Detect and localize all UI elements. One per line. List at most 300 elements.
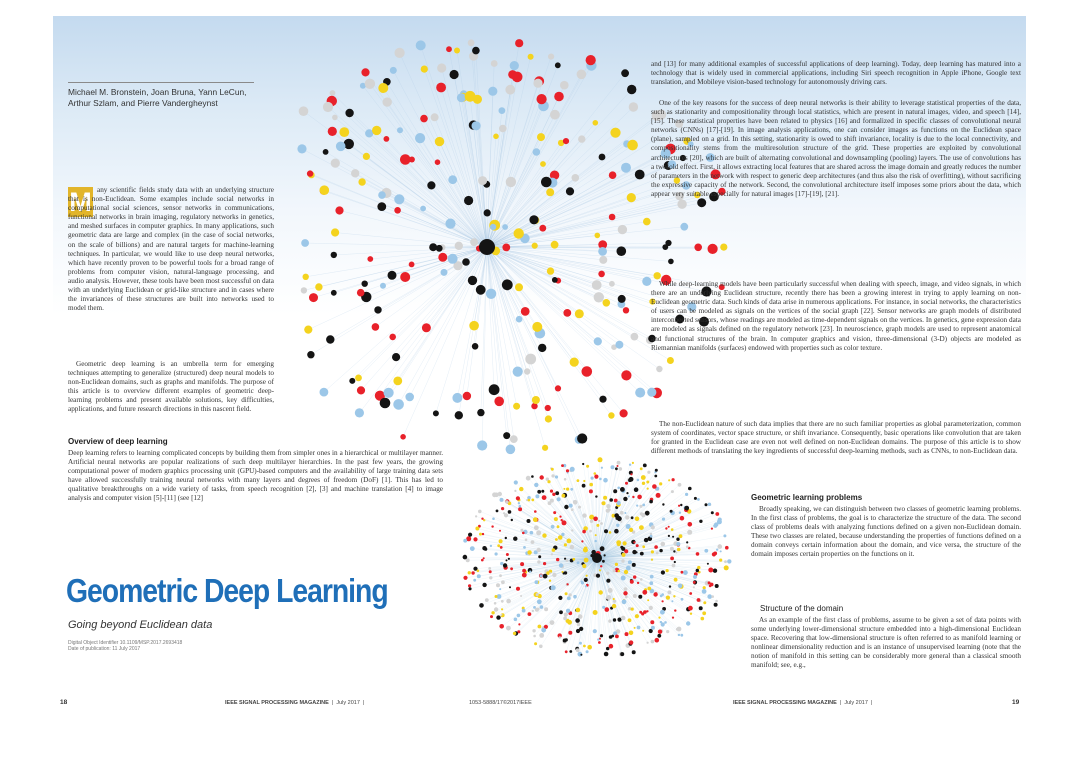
network-node: [584, 558, 589, 563]
network-node: [720, 244, 727, 251]
network-node: [583, 548, 588, 553]
network-node: [650, 575, 654, 579]
network-node: [627, 140, 638, 151]
network-node: [594, 337, 602, 345]
network-node: [619, 467, 623, 471]
network-node: [609, 214, 616, 221]
network-node: [468, 571, 471, 574]
network-node: [651, 626, 655, 630]
network-node: [620, 652, 624, 656]
network-node: [641, 475, 646, 480]
network-node: [554, 517, 558, 521]
page-number-left: 18: [60, 699, 68, 706]
network-node: [628, 560, 632, 564]
network-node: [661, 570, 665, 574]
network-node: [676, 538, 679, 541]
network-node: [582, 530, 586, 534]
network-node: [564, 613, 568, 617]
network-node: [499, 588, 501, 590]
network-node: [517, 614, 521, 618]
network-node: [611, 635, 614, 638]
network-node: [493, 134, 499, 140]
network-node: [693, 586, 695, 588]
network-node: [637, 582, 639, 584]
network-node: [680, 504, 682, 506]
network-node: [537, 133, 545, 141]
network-edge: [487, 217, 612, 247]
network-node: [623, 307, 629, 313]
network-node: [569, 650, 572, 653]
network-node: [616, 540, 621, 545]
network-node: [551, 585, 556, 590]
network-node: [528, 499, 531, 502]
network-node: [494, 602, 497, 605]
network-edge: [405, 160, 487, 247]
network-node: [595, 495, 597, 497]
network-node: [715, 512, 719, 516]
network-node: [390, 67, 397, 74]
network-node: [702, 589, 707, 594]
network-node: [469, 321, 479, 331]
network-node: [518, 623, 520, 625]
network-node: [499, 539, 503, 543]
network-node: [647, 587, 651, 591]
network-node: [613, 618, 616, 621]
network-node: [570, 488, 573, 491]
network-node: [634, 487, 639, 492]
network-node: [686, 621, 690, 625]
network-node: [639, 611, 642, 614]
network-node: [622, 553, 626, 557]
network-node: [533, 517, 538, 522]
network-node: [468, 587, 471, 590]
network-node: [358, 178, 365, 185]
network-node: [642, 545, 645, 548]
network-node: [537, 94, 547, 104]
network-node: [532, 396, 540, 404]
network-node: [567, 596, 571, 600]
network-node: [707, 563, 709, 565]
network-node: [624, 570, 628, 574]
network-node: [566, 187, 574, 195]
network-node: [609, 281, 615, 287]
network-node: [678, 483, 682, 487]
network-node: [699, 606, 703, 610]
network-node: [627, 85, 636, 94]
network-node: [501, 507, 504, 510]
network-node: [646, 481, 649, 484]
network-node: [384, 136, 390, 142]
network-node: [637, 479, 640, 482]
network-node: [357, 289, 365, 297]
network-node: [554, 92, 564, 102]
network-node: [654, 545, 658, 549]
network-node: [565, 592, 568, 595]
network-node: [495, 552, 498, 555]
network-node: [631, 516, 634, 519]
network-node: [552, 277, 558, 283]
network-edge: [363, 86, 487, 247]
network-node: [345, 109, 353, 117]
network-node: [533, 148, 541, 156]
network-node: [488, 87, 497, 96]
network-node: [558, 535, 563, 540]
footer-right-magazine: IEEE SIGNAL PROCESSING MAGAZINE: [733, 700, 837, 706]
network-node: [671, 528, 674, 531]
network-node: [496, 583, 500, 587]
network-node: [661, 542, 666, 547]
network-node: [357, 386, 365, 394]
network-node: [697, 598, 701, 602]
network-node: [464, 196, 473, 205]
network-node: [638, 595, 642, 599]
network-node: [500, 562, 503, 565]
network-node: [446, 46, 452, 52]
network-node: [632, 650, 636, 654]
network-node: [651, 559, 653, 561]
network-node: [534, 483, 538, 487]
network-node: [473, 537, 477, 541]
network-node: [541, 490, 544, 493]
network-node: [502, 224, 508, 230]
network-edge: [539, 558, 597, 626]
network-node: [676, 628, 679, 631]
network-node: [520, 562, 524, 566]
network-node: [704, 549, 708, 553]
network-node: [632, 496, 634, 498]
intro-paragraph: any scientific fields study data with an underlying structure that is non-Euclidean. Some examples include social networks in computational social sciences, sensor networks in communications, functional networks in brain imaging, regulatory networks in genetics, and meshed surfaces in computer graphics. In many applications, such geometric data are large and complex (in the case of social networks, on the scale of billions) and are natural targets for machine-learning techniques. In particular, we would like to use deep neural networks, which have recently proven to be powerful tools for a broad range of problems from computer vision, natural-language processing, and audio analysis. However, these tools have been most successful on data with an underlying Euclidean or grid-like structure and in cases where the invariances of these structures are built into networks used to model them.: [68, 186, 274, 313]
network-node: [448, 175, 457, 184]
network-node: [533, 635, 536, 638]
network-node: [660, 610, 665, 615]
network-node: [506, 177, 516, 187]
network-node: [537, 490, 541, 494]
network-node: [569, 504, 573, 508]
network-edge: [389, 247, 487, 393]
network-node: [674, 578, 678, 582]
network-node: [539, 645, 543, 649]
network-node: [614, 529, 619, 534]
network-node: [677, 548, 681, 552]
network-edge: [471, 43, 487, 247]
right-paragraph-4: The non-Euclidean nature of such data implies that there are no such familiar properties as global parameterization, common system of coordinates, vector space structure, or shift invariance. Consequently, basic operations like convolution that are taken for granted in the Euclidean case are even not well defined on non-Euclidean domains. The purpose of this article is to show different methods of translating the key ingredients of successful deep-learning methods, such as CNNs, to non-Euclidean data.: [651, 420, 1021, 456]
network-node: [642, 482, 645, 485]
network-node: [542, 533, 546, 537]
network-node: [400, 272, 410, 282]
network-node: [623, 541, 627, 545]
network-node: [422, 323, 431, 332]
network-node: [621, 163, 631, 173]
network-edge: [344, 132, 487, 247]
network-node: [490, 545, 492, 547]
network-node: [657, 634, 661, 638]
network-node: [559, 636, 561, 638]
network-node: [672, 617, 674, 619]
network-node: [539, 633, 544, 638]
network-node: [646, 513, 648, 515]
network-node: [623, 591, 627, 595]
network-node: [670, 510, 673, 513]
network-node: [665, 527, 667, 529]
network-node: [534, 510, 537, 513]
network-node: [477, 574, 481, 578]
right-paragraph-1: and [13] for many additional examples of successful applications of deep learning). Today, deep learning has matured into a technology that is widely used in commercial applications, including Siri speech recognition in Apple iPhone, Google text translation, and Mobileye vision-based technology for autonomously driving cars.: [651, 60, 1021, 87]
network-node: [560, 81, 569, 90]
network-edge: [308, 247, 487, 330]
network-node: [436, 83, 446, 93]
network-node: [595, 233, 601, 239]
network-node: [555, 385, 561, 391]
network-node: [719, 559, 722, 562]
network-node: [564, 478, 567, 481]
network-node: [711, 595, 714, 598]
network-node: [331, 159, 340, 168]
network-node: [697, 498, 700, 501]
network-node: [595, 534, 597, 536]
network-edge: [370, 84, 487, 247]
network-node: [503, 563, 507, 567]
network-node: [579, 627, 583, 631]
network-node: [500, 546, 503, 549]
network-edge: [487, 247, 659, 369]
network-node: [521, 307, 530, 316]
network-node: [582, 366, 593, 377]
network-node: [531, 540, 535, 544]
network-node: [671, 490, 674, 493]
network-node: [494, 397, 504, 407]
network-node: [503, 512, 505, 514]
network-node: [355, 408, 364, 417]
network-node: [593, 629, 597, 633]
network-node: [490, 615, 493, 618]
network-node: [612, 604, 616, 608]
network-node: [711, 528, 713, 530]
network-node: [615, 341, 623, 349]
network-node: [564, 543, 567, 546]
network-node: [617, 461, 621, 465]
network-node: [583, 645, 586, 648]
network-node: [571, 508, 574, 511]
network-node: [427, 181, 435, 189]
network-node: [510, 567, 513, 570]
network-edge: [487, 247, 579, 440]
network-node: [479, 533, 482, 536]
network-node: [590, 520, 593, 523]
network-node: [566, 488, 569, 491]
network-node: [626, 566, 631, 571]
network-node: [589, 483, 593, 487]
network-node: [472, 121, 481, 130]
network-node: [527, 550, 531, 554]
network-node: [674, 609, 676, 611]
network-node: [656, 493, 661, 498]
network-node: [488, 567, 491, 570]
network-node: [307, 170, 313, 176]
network-node: [505, 85, 515, 95]
network-node: [618, 570, 621, 573]
network-node: [598, 520, 600, 522]
network-node: [642, 590, 647, 595]
network-node: [468, 276, 477, 285]
network-edge: [324, 247, 487, 392]
network-edge: [487, 247, 534, 406]
network-node: [708, 503, 711, 506]
network-node: [470, 546, 475, 551]
network-node: [420, 115, 428, 123]
network-node: [483, 557, 485, 559]
right-paragraph-5: Broadly speaking, we can distinguish between two classes of geometric learning problems. In the first class of problems, the goal is to characterize the structure of the data. The second class of problems deals with analyzing functions defined on a given non-Euclidean domain. These two classes are related, because understanding the properties of functions defined on a domain conveys certain information about the domain, and vice versa, the structure of the domain imposes certain properties on the functions on it.: [751, 505, 1021, 559]
network-node: [378, 83, 388, 93]
network-node: [609, 498, 613, 502]
network-node: [635, 170, 645, 180]
network-node: [635, 517, 640, 522]
network-node: [672, 564, 676, 568]
network-node: [307, 351, 314, 358]
network-edge: [487, 247, 612, 284]
network-node: [710, 583, 714, 587]
network-node: [478, 176, 487, 185]
network-edge: [487, 247, 626, 375]
network-node: [655, 638, 660, 643]
network-node: [689, 592, 692, 595]
network-node: [482, 533, 484, 535]
network-node: [632, 462, 634, 464]
network-node: [651, 640, 655, 644]
network-node: [501, 608, 503, 610]
network-node: [497, 544, 500, 547]
network-node: [559, 610, 563, 614]
network-node: [671, 600, 673, 602]
network-node: [544, 607, 548, 611]
network-node: [643, 464, 647, 468]
network-node: [388, 271, 397, 280]
network-node: [545, 405, 551, 411]
network-node: [496, 510, 499, 513]
network-node: [520, 529, 523, 532]
network-node: [331, 252, 337, 258]
network-node: [505, 500, 508, 503]
network-node: [468, 584, 471, 587]
network-node: [678, 584, 683, 589]
network-node: [558, 596, 562, 600]
network-node: [506, 559, 508, 561]
network-node: [658, 630, 662, 634]
network-node: [568, 631, 572, 635]
network-node: [716, 549, 718, 551]
network-node: [708, 568, 713, 573]
footer-right-date: July 2017: [844, 700, 868, 706]
network-node: [522, 532, 525, 535]
network-node: [620, 409, 628, 417]
network-node: [586, 650, 589, 653]
article-title: Geometric Deep Learning: [66, 572, 388, 609]
network-node: [654, 475, 657, 478]
network-node: [540, 161, 546, 167]
network-node: [676, 542, 680, 546]
network-node: [365, 79, 375, 89]
network-node: [320, 388, 329, 397]
network-node: [678, 634, 680, 636]
network-node: [600, 546, 605, 551]
network-node: [701, 617, 705, 621]
network-node: [566, 469, 569, 472]
network-node: [484, 209, 491, 216]
network-node: [500, 498, 504, 502]
network-node: [644, 538, 648, 542]
network-node: [594, 292, 604, 302]
network-node: [502, 244, 510, 252]
network-node: [415, 133, 425, 143]
network-node: [694, 244, 702, 252]
network-node: [650, 535, 653, 538]
network-node: [363, 153, 370, 160]
network-node: [606, 595, 611, 600]
network-node: [606, 504, 610, 508]
network-node: [582, 564, 586, 568]
network-node: [575, 618, 580, 623]
footer-left-magazine: IEEE SIGNAL PROCESSING MAGAZINE: [225, 700, 329, 706]
network-node: [651, 550, 654, 553]
network-node: [620, 511, 624, 515]
network-node: [537, 560, 540, 563]
network-node: [562, 520, 567, 525]
network-node: [589, 530, 592, 533]
network-node: [635, 614, 639, 618]
network-node: [435, 159, 441, 165]
network-node: [679, 534, 683, 538]
network-node: [567, 583, 569, 585]
network-node: [640, 512, 643, 515]
network-node: [500, 614, 502, 616]
network-node: [658, 617, 660, 619]
network-node: [433, 410, 439, 416]
network-node: [315, 283, 322, 290]
network-edge: [501, 541, 597, 558]
right-paragraph-2: One of the key reasons for the success of deep neural networks is their ability to leverage statistical properties of the data, such as stationarity and compositionality through local statistics, which are present in natural images, video, and speech [14], [15]. These statistical properties have been related to physics [16] and formalized in specific classes of convolutional neural networks (CNNs) [17]-[19]. In image analysis applications, one can consider images as functions on the Euclidean space (plane), sampled on a grid. In this setting, stationarity is owed to shift invariance, locality is due to the local connectivity, and compositionality stems from the multiresolution structure of the grid. These properties are exploited by convolutional architectures [20], which are built of alternating convolutional and downsampling (pooling) layers. The use of convolutions has a twofold effect. First, it allows extracting local features that are shared across the image domain and greatly reduces the number of parameters in the network with respect to generic deep architectures (and thus also the risk of overfitting), without sacrificing the expressive capacity of the network. Second, the convolutional architecture itself imposes some priors about the data, which appear very suitable especially for natural images [17]-[19], [21].: [651, 99, 1021, 198]
network-node: [618, 295, 626, 303]
network-node: [393, 377, 402, 386]
network-node: [608, 508, 611, 511]
network-node: [621, 576, 626, 581]
network-node: [705, 503, 708, 506]
network-node: [577, 561, 580, 564]
network-node: [478, 510, 482, 514]
network-node: [621, 616, 626, 621]
network-node: [611, 465, 615, 469]
network-node: [528, 612, 532, 616]
network-node: [499, 624, 504, 629]
network-node: [626, 492, 628, 494]
network-node: [667, 357, 674, 364]
network-node: [642, 504, 645, 507]
network-node: [724, 560, 727, 563]
network-node: [450, 70, 459, 79]
section-heading-overview: Overview of deep learning: [68, 437, 168, 446]
network-node: [361, 68, 369, 76]
network-node: [351, 169, 359, 177]
network-node: [323, 149, 329, 155]
network-node: [578, 506, 581, 509]
network-node: [475, 515, 477, 517]
network-node: [536, 593, 539, 596]
network-node: [659, 482, 662, 485]
network-node: [579, 642, 582, 645]
network-node: [633, 594, 637, 598]
network-node: [672, 478, 675, 481]
network-node: [632, 550, 636, 554]
network-node: [551, 468, 554, 471]
network-node: [675, 552, 677, 554]
